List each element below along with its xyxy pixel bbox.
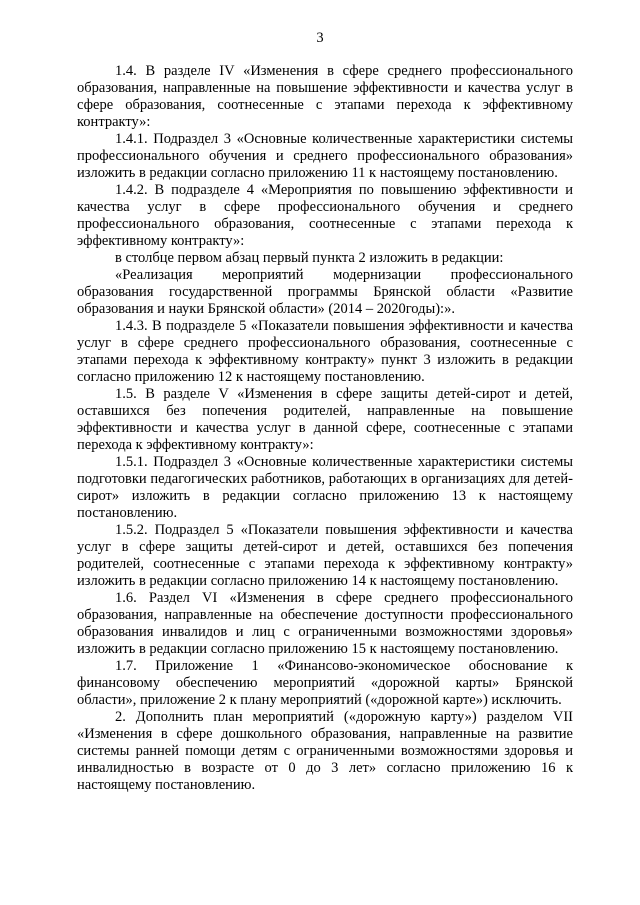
paragraph-1-4-2: 1.4.2. В подразделе 4 «Мероприятия по повышению эффективности и качества услуг в сфере профессионального обучения и среднего профессионального образования, соотнесенные с этапами перехода к эффективному контракту»: — [77, 182, 573, 249]
paragraph-1-4-3: 1.4.3. В подразделе 5 «Показатели повышения эффективности и качества услуг в сфере среднего профессионального образования, соотнесенные с этапами перехода к эффективному контракту» пункт 3 изложить в редакции согласно приложению 12 к настоящему постановлению. — [77, 318, 573, 385]
paragraph-1-5: 1.5. В разделе V «Изменения в сфере защиты детей-сирот и детей, оставшихся без попечения родителей, направленные на повышение эффективности и качества услуг в данной сфере, соотнесенные с этапами перехода к эффективному контракту»: — [77, 386, 573, 453]
paragraph-1-4: 1.4. В разделе IV «Изменения в сфере среднего профессионального образования, направленные на повышение эффективности и качества услуг в сфере образования, соотнесенные с этапами перехода к эффективному контракту»: — [77, 63, 573, 130]
paragraph-quote-realization: «Реализация мероприятий модернизации профессионального образования государственной программы Брянской области «Развитие образования и науки Брянской области» (2014 – 2020годы):». — [77, 267, 573, 317]
document-body — [77, 63, 573, 794]
paragraph-column-first: в столбце первом абзац первый пункта 2 изложить в редакции: — [115, 250, 504, 266]
paragraph-1-6: 1.6. Раздел VI «Изменения в сфере среднего профессионального образования, направленные на обеспечение доступности профессионального образования инвалидов и лиц с ограниченными возможностями здоровья» изложить в редакции согласно приложению 15 к настоящему постановлению. — [77, 590, 573, 657]
paragraph-1-5-2: 1.5.2. Подраздел 5 «Показатели повышения эффективности и качества услуг в сфере защиты детей-сирот и детей, оставшихся без попечения родителей, соотнесенные с этапами перехода к эффективному контракту» изложить в редакции согласно приложению 14 к настоящему постановлению. — [77, 522, 573, 589]
paragraph-1-5-1: 1.5.1. Подраздел 3 «Основные количественные характеристики системы подготовки педагогических работников, работающих в организациях для детей-сирот» изложить в редакции согласно приложению 13 к настоящему постановлению. — [77, 454, 573, 521]
page-number: 3 — [316, 30, 324, 46]
paragraph-2: 2. Дополнить план мероприятий («дорожную карту») разделом VII «Изменения в сфере дошкольного образования, направленные на развитие системы ранней помощи детям с ограниченными возможностями здоровья и инвалидностью в возрасте от 0 до 3 лет» согласно приложению 16 к настоящему постановлению. — [77, 709, 573, 793]
paragraph-1-4-1: 1.4.1. Подраздел 3 «Основные количественные характеристики системы профессионального обучения и среднего профессионального образования» изложить в редакции согласно приложению 11 к настоящему постановлению. — [77, 131, 573, 181]
paragraph-1-7: 1.7. Приложение 1 «Финансово-экономическое обоснование к финансовому обеспечению мероприятий «дорожной карты» Брянской области», приложение 2 к плану мероприятий («дорожной карте») исключить. — [77, 658, 573, 708]
